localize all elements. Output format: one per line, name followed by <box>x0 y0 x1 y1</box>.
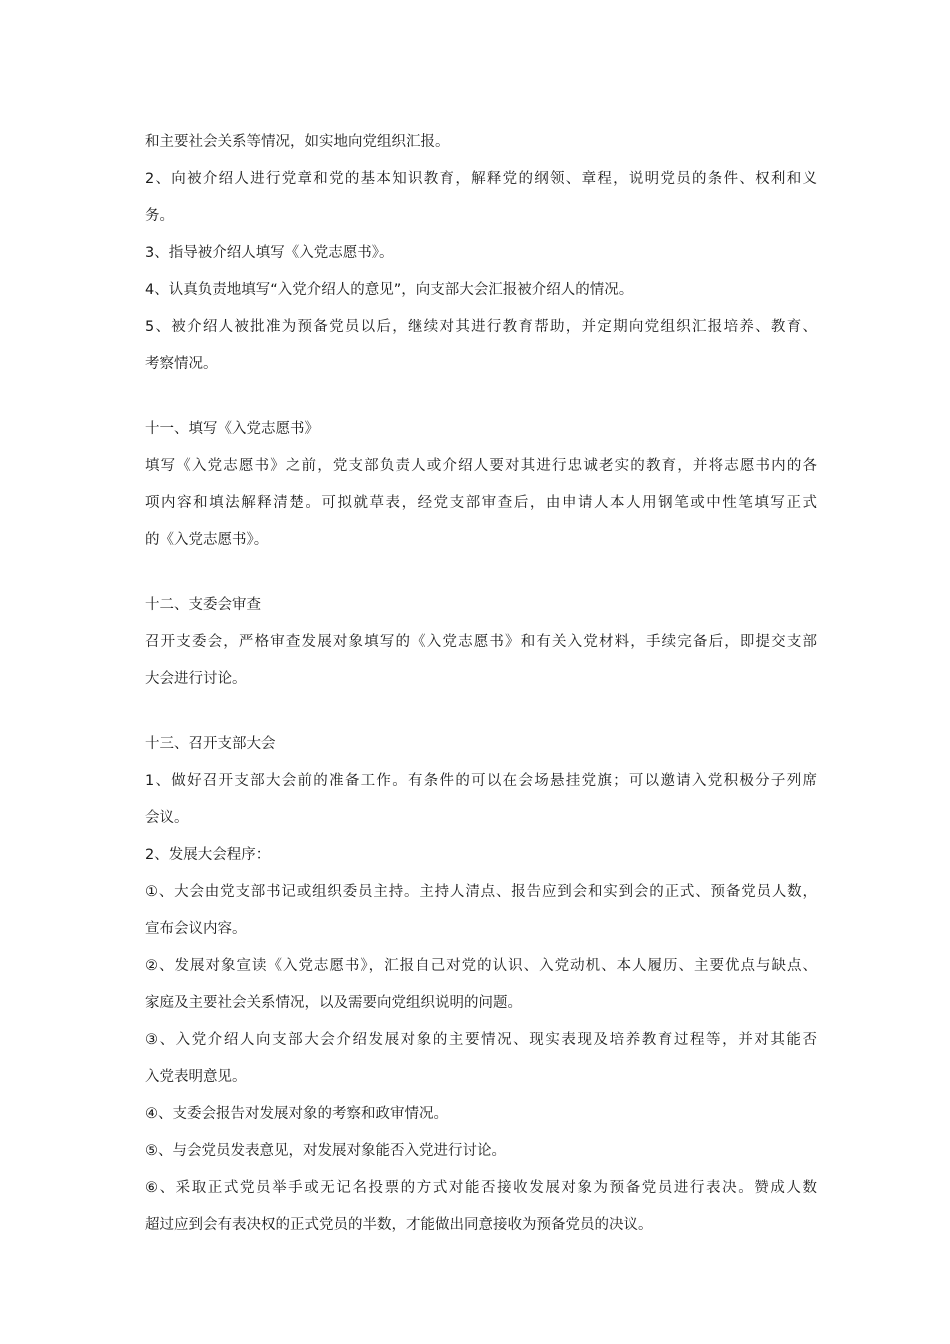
procedure-step-6-line-1: ⑥、采取正式党员举手或无记名投票的方式对能否接收发展对象为预备党员进行表决。赞成人数 <box>145 1180 817 1196</box>
duty-item-2-line-1: 2、向被介绍人进行党章和党的基本知识教育，解释党的纲领、章程，说明党员的条件、权利和义 <box>145 171 817 187</box>
section-spacer <box>145 698 817 726</box>
section-11-paragraph-line-2: 项内容和填法解释清楚。可拟就草表，经党支部审查后，由申请人本人用钢笔或中性笔填写正式 <box>145 495 817 511</box>
section-12-paragraph-line-2: 大会进行讨论。 <box>145 671 247 687</box>
section-13-item-1-line-2: 会议。 <box>145 810 189 826</box>
procedure-step-5: ⑤、与会党员发表意见，对发展对象能否入党进行讨论。 <box>145 1143 506 1159</box>
section-12-heading: 十二、支委会审查 <box>145 597 261 613</box>
duty-item-3: 3、指导被介绍人填写《入党志愿书》。 <box>145 245 394 261</box>
section-11-paragraph-line-3: 的《入党志愿书》。 <box>145 532 269 548</box>
duty-item-2-line-2: 务。 <box>145 208 174 224</box>
procedure-step-1-line-1: ①、大会由党支部书记或组织委员主持。主持人清点、报告应到会和实到会的正式、预备党员人数， <box>145 884 817 900</box>
paragraph-line: 和主要社会关系等情况，如实地向党组织汇报。 <box>145 134 450 150</box>
procedure-step-2-line-1: ②、发展对象宣读《入党志愿书》，汇报自己对党的认识、入党动机、本人履历、主要优点与缺点、 <box>145 958 817 974</box>
section-13-heading: 十三、召开支部大会 <box>145 736 276 752</box>
procedure-step-3-line-1: ③、入党介绍人向支部大会介绍发展对象的主要情况、现实表现及培养教育过程等，并对其能否 <box>145 1032 817 1048</box>
procedure-step-6-line-2: 超过应到会有表决权的正式党员的半数，才能做出同意接收为预备党员的决议。 <box>145 1217 653 1233</box>
section-12-paragraph-line-1: 召开支委会，严格审查发展对象填写的《入党志愿书》和有关入党材料，手续完备后，即提交支部 <box>145 634 817 650</box>
duty-item-5-line-1: 5、被介绍人被批准为预备党员以后，继续对其进行教育帮助，并定期向党组织汇报培养、教育、 <box>145 319 817 335</box>
duty-item-4: 4、认真负责地填写“入党介绍人的意见”，向支部大会汇报被介绍人的情况。 <box>145 282 634 298</box>
document-body <box>145 124 817 1244</box>
procedure-step-4: ④、支委会报告对发展对象的考察和政审情况。 <box>145 1106 448 1122</box>
duty-item-5-line-2: 考察情况。 <box>145 356 218 372</box>
section-11-paragraph-line-1: 填写《入党志愿书》之前，党支部负责人或介绍人要对其进行忠诚老实的教育，并将志愿书内的各 <box>145 458 817 474</box>
section-11-heading: 十一、填写《入党志愿书》 <box>145 421 319 437</box>
procedure-step-3-line-2: 入党表明意见。 <box>145 1069 247 1085</box>
section-spacer <box>145 383 817 411</box>
section-13-item-1-line-1: 1、做好召开支部大会前的准备工作。有条件的可以在会场悬挂党旗；可以邀请入党积极分子列席 <box>145 773 817 789</box>
section-spacer <box>145 559 817 587</box>
procedure-step-2-line-2: 家庭及主要社会关系情况，以及需要向党组织说明的问题。 <box>145 995 522 1011</box>
section-13-item-2: 2、发展大会程序： <box>145 847 271 863</box>
procedure-step-1-line-2: 宣布会议内容。 <box>145 921 247 937</box>
